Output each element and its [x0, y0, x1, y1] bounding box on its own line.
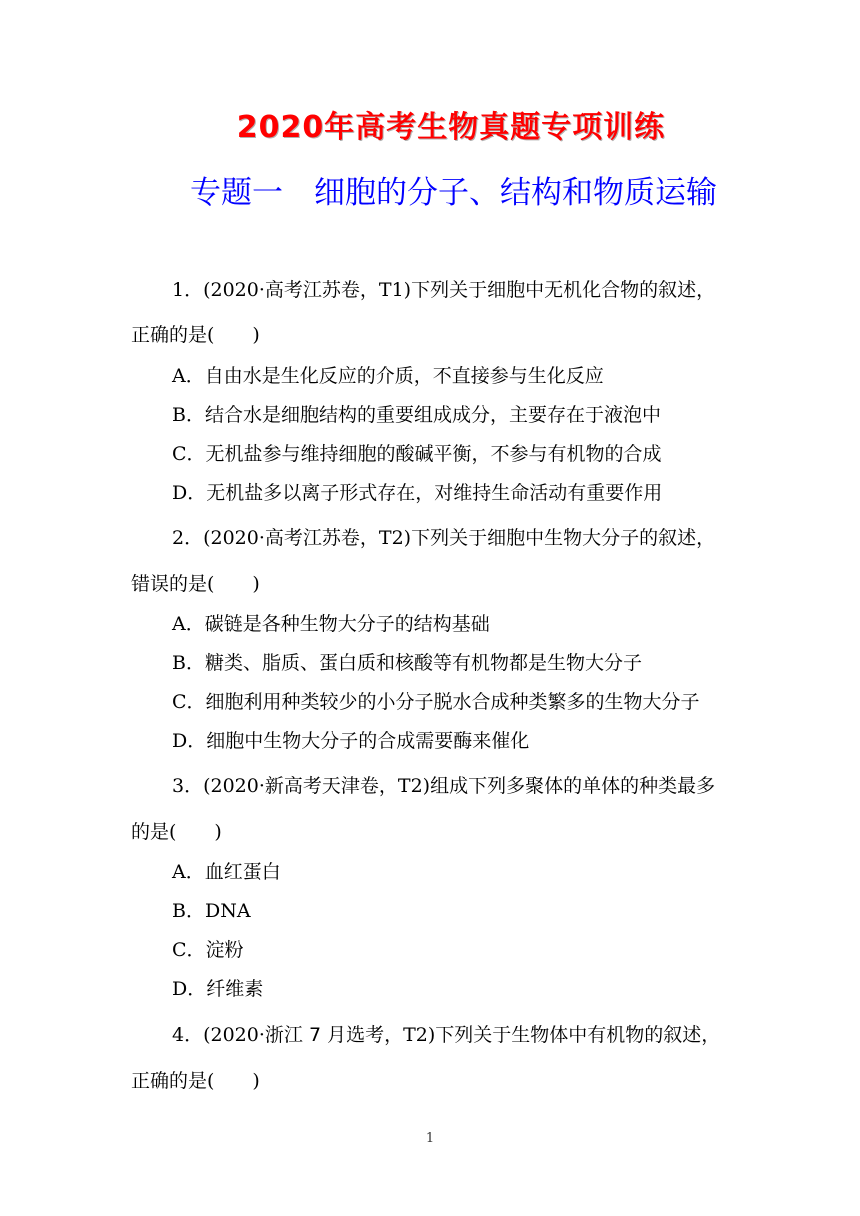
question-number: 1． — [172, 279, 204, 301]
question-stem-line — [172, 276, 715, 304]
question-source: 浙江 7 月选考 — [264, 1024, 385, 1046]
page-title: 2020年高考生物真题专项训练 — [236, 110, 666, 145]
question-source: 新高考天津卷 — [264, 775, 379, 797]
question-stem-line — [172, 1021, 720, 1049]
option-a: A．碳链是各种生物大分子的结构基础 — [172, 613, 490, 635]
question-source-prefix: (2020· — [203, 1024, 265, 1046]
question-stem-continuation: 的是( ) — [131, 821, 222, 843]
question-stem-line — [172, 772, 715, 800]
topic-subtitle: 专题一 细胞的分子、结构和物质运输 — [190, 175, 717, 211]
option-a: A．自由水是生化反应的介质，不直接参与生化反应 — [172, 365, 604, 387]
question-source: 高考江苏卷 — [264, 527, 360, 549]
question-stem: ，T2)下列关于细胞中生物大分子的叙述， — [359, 527, 716, 549]
page-number: 1 — [425, 1131, 435, 1146]
option-a: A．血红蛋白 — [172, 861, 281, 883]
question-stem: ，T2)下列关于生物体中有机物的叙述， — [384, 1024, 721, 1046]
question-number: 4． — [172, 1024, 204, 1046]
question-stem-continuation: 错误的是( ) — [131, 573, 260, 595]
question-source-prefix: (2020· — [203, 775, 265, 797]
option-c: C．淀粉 — [172, 939, 244, 961]
option-d: D．纤维素 — [172, 978, 264, 1000]
question-source-prefix: (2020· — [203, 527, 265, 549]
question-source: 高考江苏卷 — [264, 279, 360, 301]
question-number: 2． — [172, 527, 204, 549]
question-source-prefix: (2020· — [203, 279, 265, 301]
option-b: B．结合水是细胞结构的重要组成成分，主要存在于液泡中 — [172, 404, 661, 426]
option-d: D．细胞中生物大分子的合成需要酶来催化 — [172, 730, 530, 752]
option-b: B．DNA — [172, 900, 251, 922]
option-c: C．无机盐参与维持细胞的酸碱平衡，不参与有机物的合成 — [172, 443, 662, 465]
question-stem: ，T2)组成下列多聚体的单体的种类最多 — [378, 775, 716, 797]
question-stem-continuation: 正确的是( ) — [131, 1070, 260, 1092]
option-b: B．糖类、脂质、蛋白质和核酸等有机物都是生物大分子 — [172, 652, 642, 674]
question-stem: ，T1)下列关于细胞中无机化合物的叙述， — [359, 279, 716, 301]
question-stem-continuation: 正确的是( ) — [131, 324, 260, 346]
question-stem-line — [172, 524, 715, 552]
option-c: C．细胞利用种类较少的小分子脱水合成种类繁多的生物大分子 — [172, 691, 700, 713]
option-d: D．无机盐多以离子形式存在，对维持生命活动有重要作用 — [172, 482, 663, 504]
question-number: 3． — [172, 775, 204, 797]
